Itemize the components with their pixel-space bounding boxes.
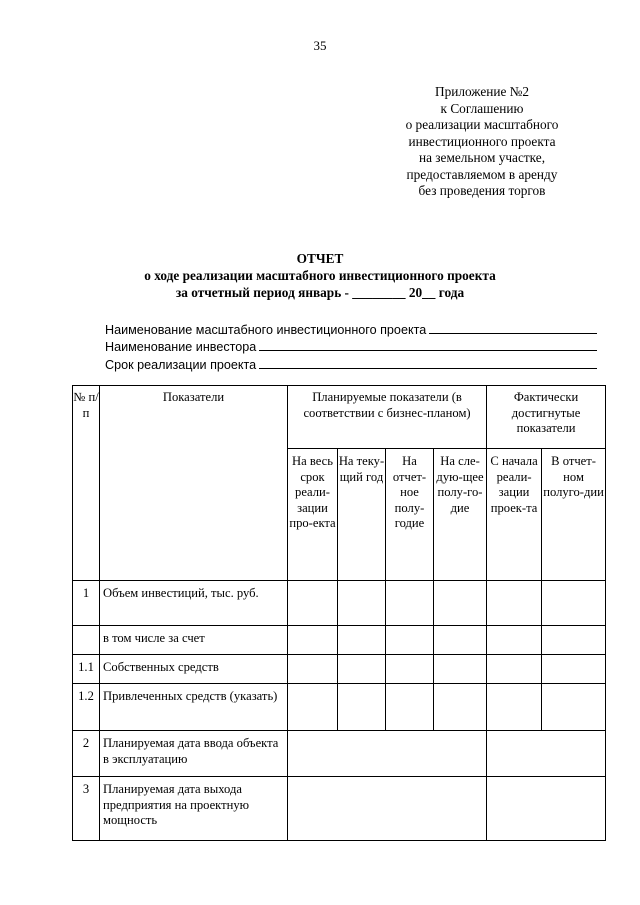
row-label: Привлеченных средств (указать) (100, 684, 288, 731)
appendix-line: предоставляемом в аренду (406, 166, 558, 182)
project-fields (105, 319, 597, 372)
table-cell[interactable] (338, 655, 386, 684)
investor-name-field[interactable] (105, 337, 597, 355)
report-table (72, 385, 606, 841)
table-cell[interactable] (288, 684, 338, 731)
table-cell[interactable] (487, 655, 542, 684)
project-term-field[interactable] (105, 354, 597, 372)
table-cell[interactable] (338, 684, 386, 731)
subheader-actual-half: В отчет-ном полуго-дии (542, 449, 606, 581)
table-cell[interactable] (487, 626, 542, 655)
table-cell-actual[interactable] (487, 777, 606, 841)
table-row (73, 626, 606, 655)
title-line: ОТЧЕТ (296, 251, 344, 266)
row-label: в том числе за счет (100, 626, 288, 655)
field-label: Срок реализации проекта (105, 357, 257, 372)
table-cell[interactable] (434, 684, 487, 731)
table-cell[interactable] (542, 581, 606, 626)
field-label: Наименование инвестора (105, 340, 257, 354)
row-label: Собственных средств (100, 655, 288, 684)
row-num: 1.2 (73, 684, 100, 731)
appendix-line: о реализации масштабного (405, 117, 559, 132)
table-cell[interactable] (542, 684, 606, 731)
table-cell[interactable] (288, 655, 338, 684)
project-name-field[interactable] (105, 319, 597, 337)
table-cell[interactable] (386, 626, 434, 655)
page-number: 35 (313, 38, 327, 53)
appendix-line: без проведения торгов (418, 183, 546, 198)
appendix-line: к Соглашению (440, 100, 524, 116)
table-cell[interactable] (487, 684, 542, 731)
table-cell[interactable] (386, 655, 434, 684)
table-cell[interactable] (386, 684, 434, 731)
title-line: за отчетный период январь - ________ 20__ года (175, 285, 465, 300)
row-num: 3 (73, 777, 100, 841)
fill-line[interactable] (259, 368, 597, 369)
field-label: Наименование масштабного инвестиционного проекта (105, 322, 427, 337)
subheader-planned-half: На отчет-ное полу-годие (386, 449, 434, 581)
subheader-planned-total: На весь срок реали-зации про-екта (288, 449, 338, 581)
table-cell-planned[interactable] (288, 777, 487, 841)
table-cell[interactable] (288, 581, 338, 626)
table-cell[interactable] (288, 626, 338, 655)
table-cell[interactable] (338, 626, 386, 655)
table-row (73, 581, 606, 626)
table-row (73, 777, 606, 841)
subheader-planned-year: На теку-щий год (338, 449, 386, 581)
table-cell[interactable] (338, 581, 386, 626)
table-row (73, 655, 606, 684)
table-cell[interactable] (487, 581, 542, 626)
table-row (73, 684, 606, 731)
appendix-block (372, 84, 592, 200)
row-num: 1.1 (73, 655, 100, 684)
report-title (0, 250, 640, 301)
table-cell[interactable] (434, 626, 487, 655)
fill-line[interactable] (259, 350, 597, 351)
row-num: 2 (73, 731, 100, 777)
header-indicators: Показатели (100, 386, 288, 581)
table-cell-planned[interactable] (288, 731, 487, 777)
appendix-line: на земельном участке, (418, 150, 546, 165)
fill-line[interactable] (429, 333, 597, 334)
row-label: Объем инвестиций, тыс. руб. (100, 581, 288, 626)
table-cell[interactable] (386, 581, 434, 626)
table-cell[interactable] (542, 655, 606, 684)
title-line: о ходе реализации масштабного инвестиционного проекта (144, 268, 496, 283)
appendix-line: Приложение №2 (434, 84, 530, 99)
row-num: 1 (73, 581, 100, 626)
subheader-planned-next-half: На сле-дую-щее полу-го-дие (434, 449, 487, 581)
subheader-actual-total: С начала реали-зации проек-та (487, 449, 542, 581)
table-row (73, 731, 606, 777)
header-actual: Фактически достигнутые показатели (487, 386, 606, 449)
appendix-line: инвестиционного проекта (408, 133, 556, 149)
table-cell[interactable] (542, 626, 606, 655)
row-label: Планируемая дата ввода объекта в эксплуатацию (100, 731, 288, 777)
table-cell[interactable] (434, 655, 487, 684)
row-num (73, 626, 100, 655)
table-cell[interactable] (434, 581, 487, 626)
header-planned: Планируемые показатели (в соответствии с бизнес-планом) (288, 386, 487, 449)
table-cell-actual[interactable] (487, 731, 606, 777)
row-label: Планируемая дата выхода предприятия на проектную мощность (100, 777, 288, 841)
header-num: № п/п (73, 386, 100, 581)
